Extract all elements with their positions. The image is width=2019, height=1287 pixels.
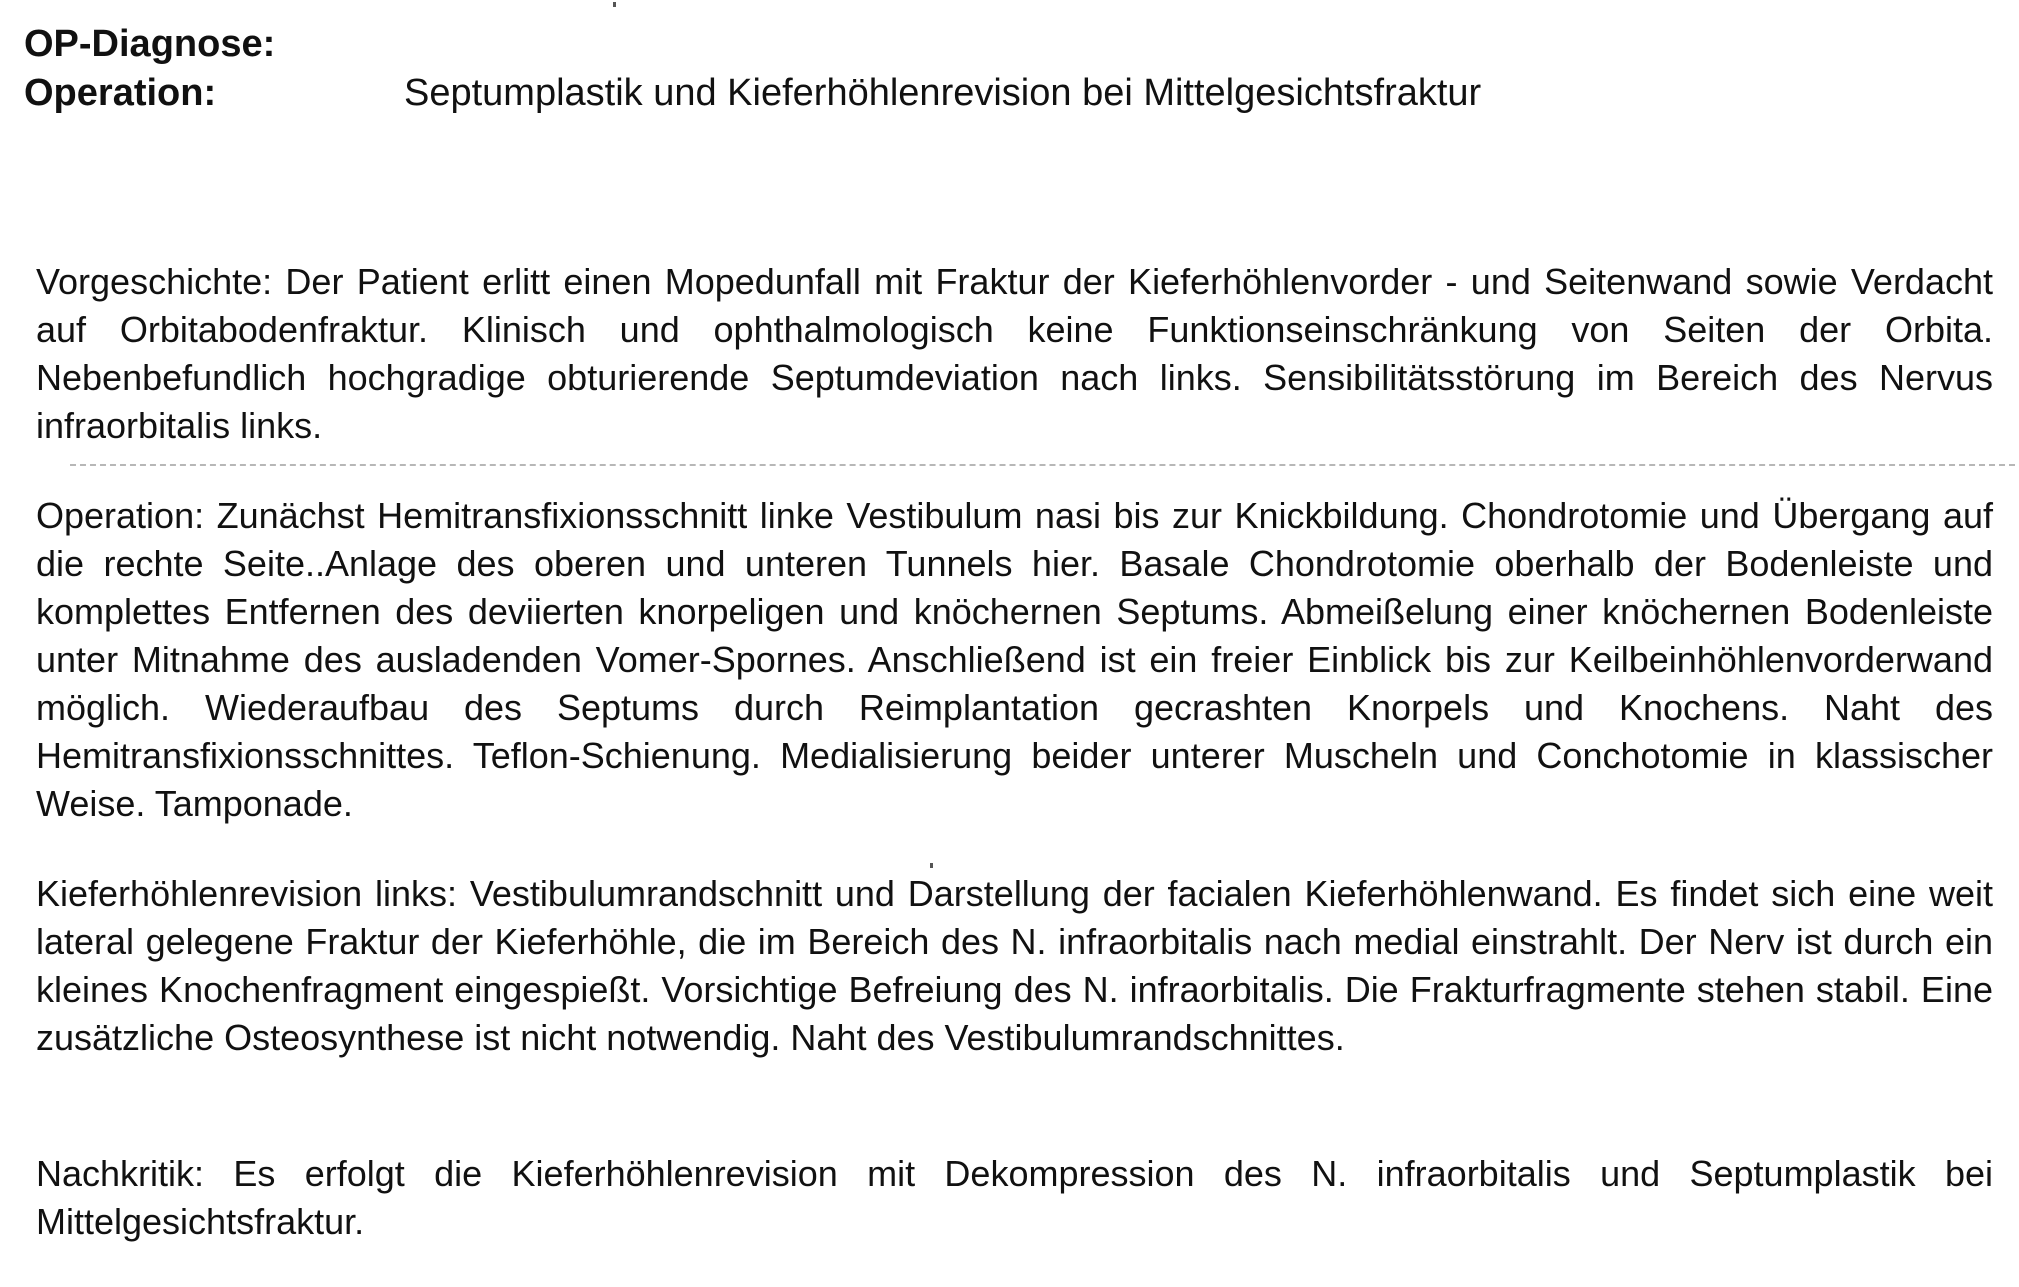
op-diagnose-label: OP-Diagnose: <box>24 23 276 65</box>
scan-speck <box>613 2 616 7</box>
op-diagnose-row <box>24 20 275 68</box>
kieferhoehlenrevision-paragraph: Kieferhöhlenrevision links: Vestibulumrandschnitt und Darstellung der facialen Kieferhöhlenwand. Es findet sich eine weit lateral gelegene Fraktur der Kieferhöhle, die im Bereich des N. infraorbitalis nach medial einstrahlt. Der Nerv ist durch ein kleines Knochenfragment eingespießt. Vorsichtige Befreiung des N. infraorbitalis. Die Frakturfragmente stehen stabil. Eine zusätzliche Osteosynthese ist nicht notwendig. Naht des Vestibulumrandschnittes. <box>36 873 1993 1058</box>
nachkritik-paragraph: Nachkritik: Es erfolgt die Kieferhöhlenrevision mit Dekompression des N. infraorbitalis und Septumplastik bei Mittelgesichtsfraktur. <box>36 1153 1993 1242</box>
vorgeschichte-paragraph: Vorgeschichte: Der Patient erlitt einen Mopedunfall mit Fraktur der Kieferhöhlenvorder - und Seitenwand sowie Verdacht auf Orbitabodenfraktur. Klinisch und ophthalmologisch keine Funktionseinschränkung von Seiten der Orbita. Nebenbefundlich hochgradige obturierende Septumdeviation nach links. Sensibilitätsstörung im Bereich des Nervus infraorbitalis links. <box>36 261 1993 446</box>
operation-value: Septumplastik und Kieferhöhlenrevision bei Mittelgesichtsfraktur <box>404 72 1482 114</box>
operation-paragraph: Operation: Zunächst Hemitransfixionsschnitt linke Vestibulum nasi bis zur Knickbildung. Chondrotomie und Übergang auf die rechte Seite..Anlage des oberen und unteren Tunnels hier. Basale Chondrotomie oberhalb der Bodenleiste und komplettes Entfernen des deviierten knorpeligen und knöchernen Septums. Abmeißelung einer knöchernen Bodenleiste unter Mitnahme des ausladenden Vomer-Spornes. Anschließend ist ein freier Einblick bis zur Keilbeinhöhlenvorderwand möglich. Wiederaufbau des Septums durch Reimplantation gecrashten Knorpels und Knochens. Naht des Hemitransfixionsschnittes. Teflon-Schienung. Medialisierung beider unterer Muscheln und Conchotomie in klassischer Weise. Tamponade. <box>36 495 1993 824</box>
scan-speck <box>930 863 933 868</box>
scan-artifact-divider <box>70 464 2015 466</box>
operation-label: Operation: <box>24 72 217 114</box>
operation-row <box>24 69 1482 117</box>
